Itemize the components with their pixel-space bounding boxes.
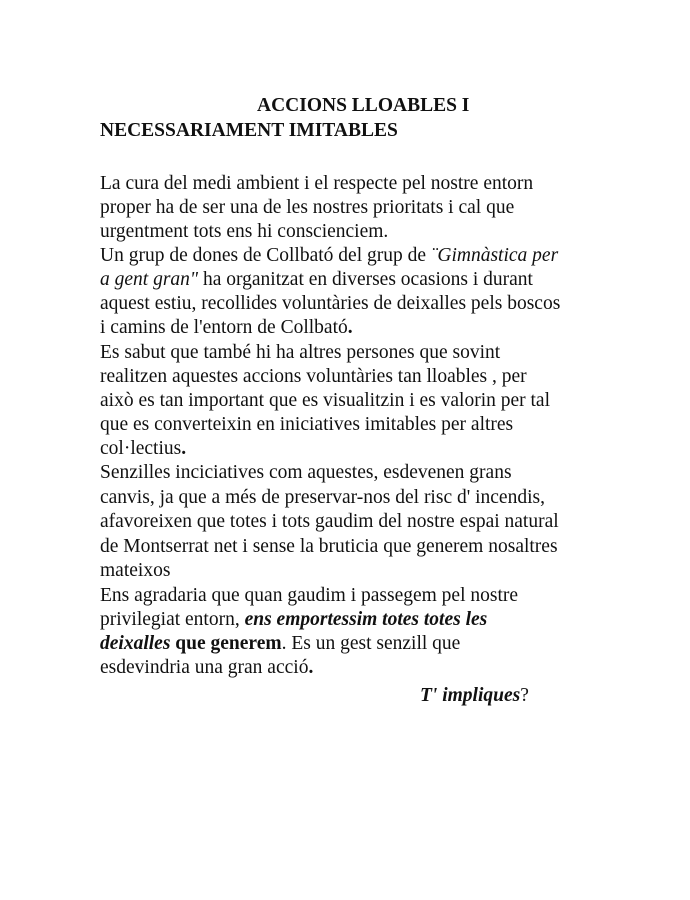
closing-bold-italic: T' impliques — [420, 685, 521, 706]
bold-text-run: . — [308, 657, 314, 678]
page-title-line-1: ACCIONS LLOABLES I — [257, 95, 470, 116]
italic-text-run: ¨Gimnàstica per — [430, 245, 559, 266]
paragraph-line — [100, 632, 460, 656]
closing-question — [420, 684, 529, 708]
paragraph-line: afavoreixen que totes i tots gaudim del nostre espai natural — [100, 511, 559, 532]
text-run: privilegiat entorn, — [100, 609, 245, 630]
paragraph-line — [100, 268, 533, 292]
paragraph-line: La cura del medi ambient i el respecte pel nostre entorn — [100, 173, 534, 194]
bold-text-run: . — [347, 317, 353, 338]
paragraph-line: Senzilles inciciatives com aquestes, esdevenen grans — [100, 462, 512, 483]
text-run: ha organitzat en diverses ocasions i durant — [198, 269, 533, 290]
bold-italic-text-run: ens emportessim totes totes les — [244, 609, 488, 630]
bold-italic-text-run: deixalles — [100, 633, 171, 654]
paragraph-line: Es sabut que també hi ha altres persones que sovint — [100, 342, 501, 363]
text-run: Un grup de dones de Collbató del grup de — [100, 245, 431, 266]
paragraph-line: de Montserrat net i sense la bruticia que generem nosaltres — [100, 536, 558, 557]
text-run: col·lectius — [100, 438, 182, 459]
paragraph-line — [100, 244, 558, 268]
paragraph-line: Ens agradaria que quan gaudim i passegem pel nostre — [100, 585, 519, 606]
paragraph-line — [100, 608, 487, 632]
closing-question-mark: ? — [520, 685, 529, 706]
paragraph-line — [100, 437, 186, 461]
bold-text-run: que generem — [170, 633, 282, 654]
paragraph-line: realitzen aquestes accions voluntàries tan lloables , per — [100, 366, 527, 387]
paragraph-line: canvis, ja que a més de preservar-nos del risc d' incendis, — [100, 487, 545, 508]
paragraph-line: urgentment tots ens hi conscienciem. — [100, 221, 389, 242]
paragraph-line — [100, 316, 353, 340]
text-run: esdevindria una gran acció — [100, 657, 309, 678]
paragraph-line: mateixos — [100, 560, 171, 581]
text-run: i camins de l'entorn de Collbató — [100, 317, 348, 338]
paragraph-line: això es tan important que es visualitzin i es valorin per tal — [100, 390, 551, 411]
paragraph-line: proper ha de ser una de les nostres prioritats i cal que — [100, 197, 515, 218]
paragraph-line: aquest estiu, recollides voluntàries de deixalles pels boscos — [100, 293, 561, 314]
bold-text-run: . — [181, 438, 187, 459]
page-title-line-2: NECESSARIAMENT IMITABLES — [100, 120, 398, 141]
paragraph-line — [100, 656, 313, 680]
italic-text-run: a gent gran" — [100, 269, 199, 290]
paragraph-line: que es converteixin en iniciatives imitables per altres — [100, 414, 514, 435]
text-run: . Es un gest senzill que — [281, 633, 461, 654]
